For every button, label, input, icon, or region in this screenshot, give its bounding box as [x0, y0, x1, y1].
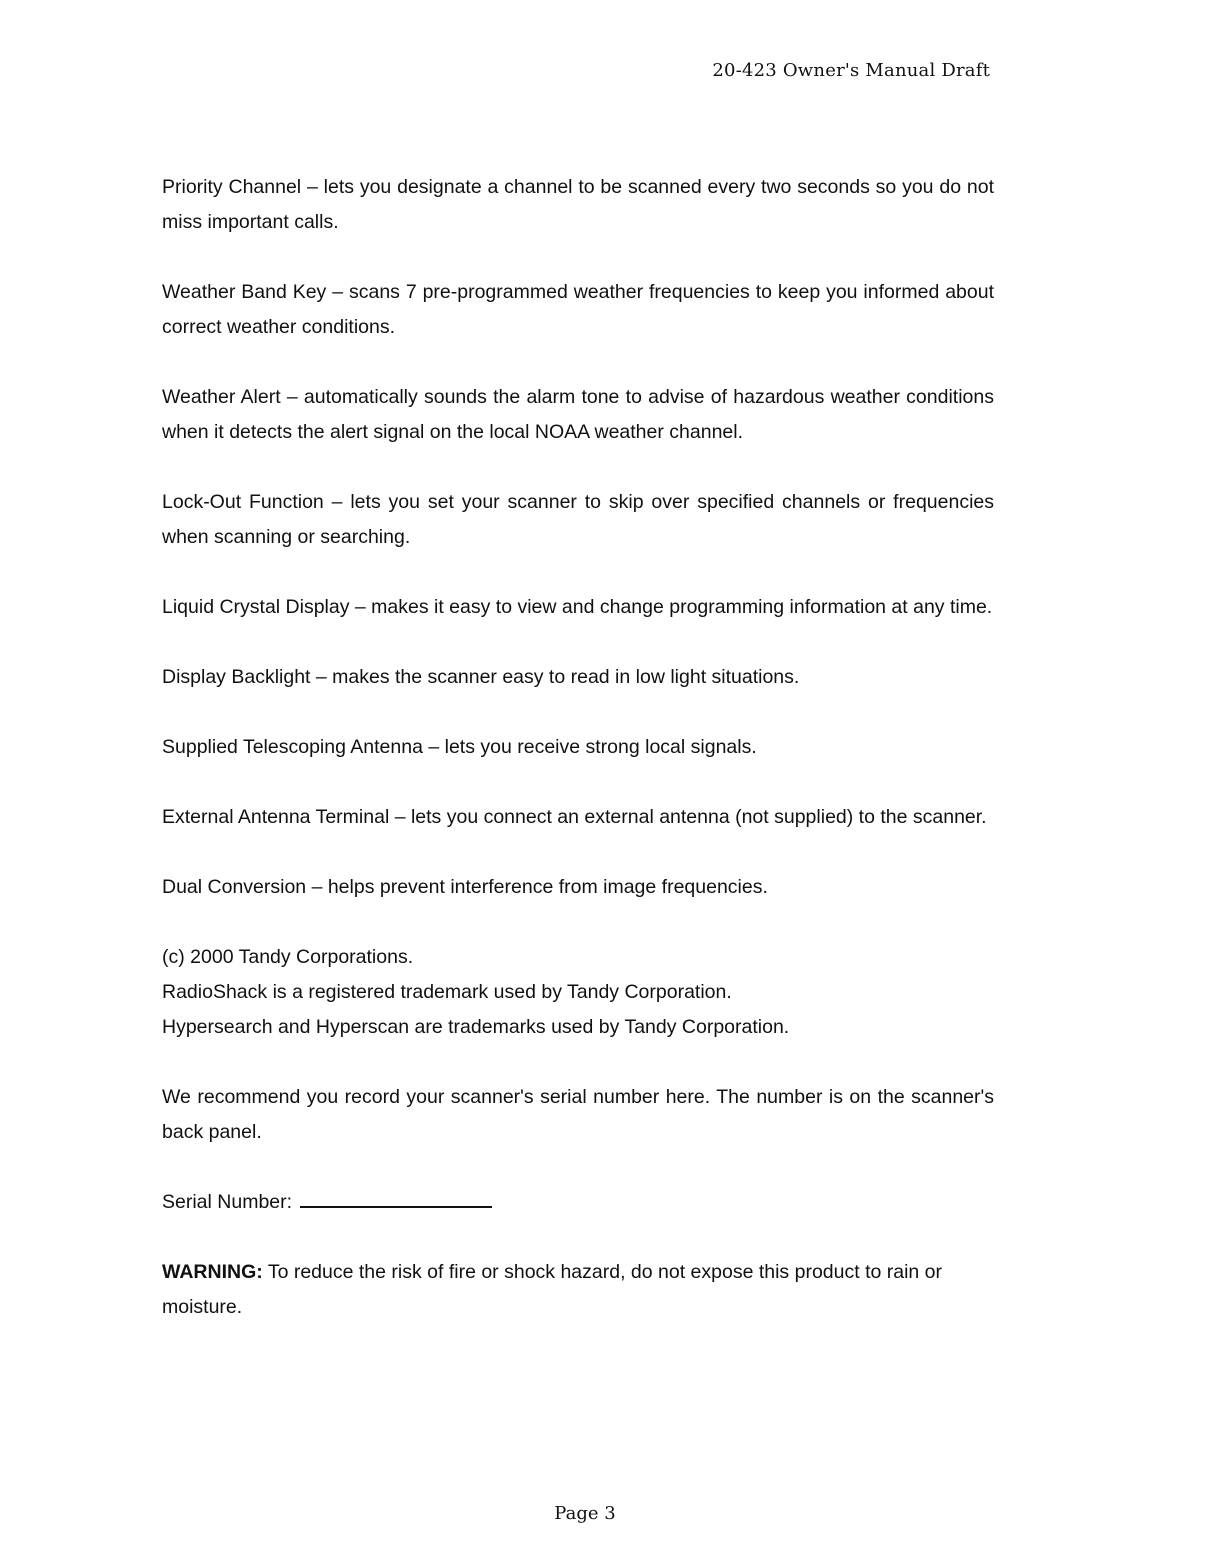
- copyright-block: [162, 940, 994, 1045]
- feature-priority-channel: Priority Channel – lets you designate a channel to be scanned every two seconds so you do not miss important calls.: [162, 176, 994, 233]
- copyright-line: (c) 2000 Tandy Corporations.: [162, 946, 414, 968]
- page-body: [162, 170, 994, 1360]
- serial-number-label: Serial Number:: [162, 1191, 293, 1213]
- feature-liquid-crystal-display: Liquid Crystal Display – makes it easy to view and change programming information at any time.: [162, 596, 993, 618]
- serial-recommendation: We recommend you record your scanner's serial number here. The number is on the scanner's back panel.: [162, 1086, 994, 1143]
- serial-number-field: [162, 1185, 994, 1220]
- feature-external-antenna-terminal: External Antenna Terminal – lets you connect an external antenna (not supplied) to the scanner.: [162, 806, 987, 828]
- trademark-line-radioshack: RadioShack is a registered trademark used by Tandy Corporation.: [162, 981, 732, 1003]
- feature-display-backlight: Display Backlight – makes the scanner easy to read in low light situations.: [162, 666, 800, 688]
- warning-notice: [162, 1255, 994, 1325]
- warning-label: WARNING:: [162, 1261, 263, 1283]
- page-number: Page 3: [554, 1503, 616, 1524]
- warning-text: To reduce the risk of fire or shock hazard, do not expose this product to rain or moisture.: [162, 1261, 943, 1318]
- feature-weather-alert: Weather Alert – automatically sounds the alarm tone to advise of hazardous weather conditions when it detects the alert signal on the local NOAA weather channel.: [162, 386, 994, 443]
- feature-telescoping-antenna: Supplied Telescoping Antenna – lets you receive strong local signals.: [162, 736, 757, 758]
- serial-number-blank: [300, 1186, 492, 1208]
- feature-weather-band-key: Weather Band Key – scans 7 pre-programmed weather frequencies to keep you informed about correct weather conditions.: [162, 281, 994, 338]
- feature-lock-out-function: Lock-Out Function – lets you set your scanner to skip over specified channels or frequencies when scanning or searching.: [162, 491, 994, 548]
- trademark-line-hypersearch: Hypersearch and Hyperscan are trademarks used by Tandy Corporation.: [162, 1016, 790, 1038]
- feature-dual-conversion: Dual Conversion – helps prevent interference from image frequencies.: [162, 876, 768, 898]
- document-header-title: 20-423 Owner's Manual Draft: [712, 60, 990, 81]
